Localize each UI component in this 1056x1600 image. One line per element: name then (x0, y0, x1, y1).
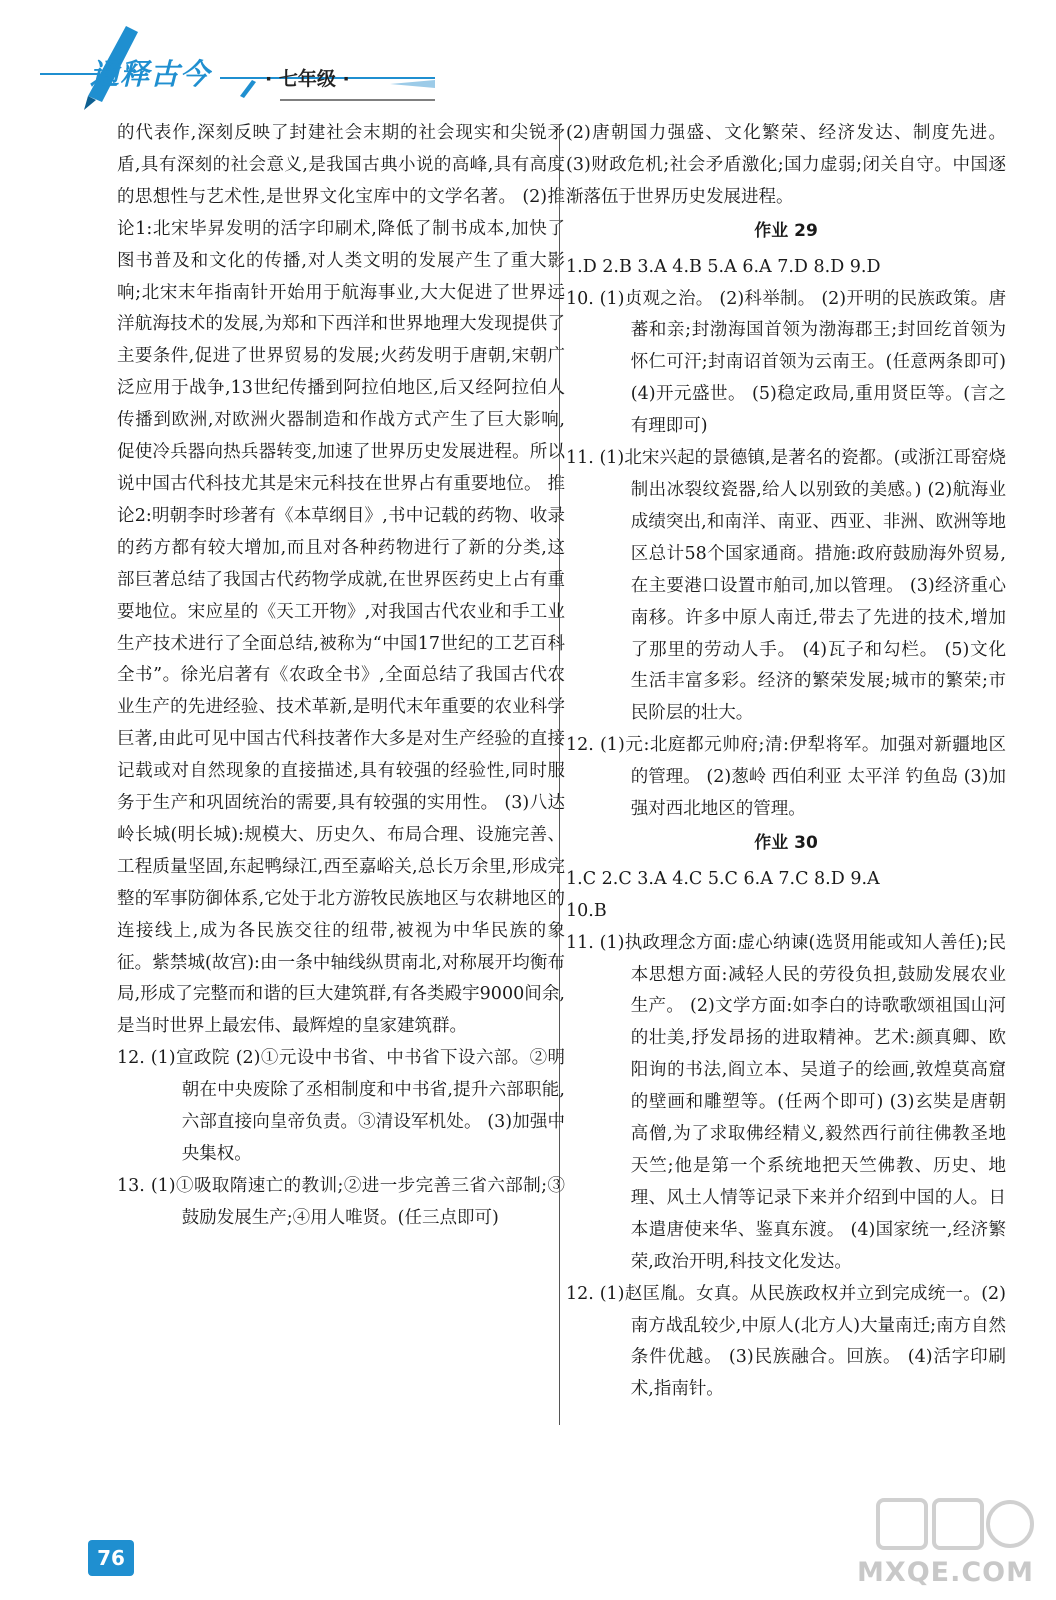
choice-answers: 10.B (566, 900, 607, 921)
grade-label: · 七年级 · (265, 68, 350, 90)
answer-paragraph: 的代表作,深刻反映了封建社会末期的社会现实和尖锐矛盾,具有深刻的社会意义,是我国古典小说的高峰,具有高度的思想性与艺术性,是世界文化宝库中的文学名著。 (2)推论1:北宋毕昇发明的活字印刷术,降低了制书成本,加快了图书普及和文化的传播,对人类文明的发展产生了重大影响;北宋末年指南针开始用于航海事业,大大促进了世界远洋航海技术的发展,为郑和下西洋和世界地理大发现提供了主要条件,促进了世界贸易的发展;火药发明于唐朝,宋朝广泛应用于战争,13世纪传播到阿拉伯地区,后又经阿拉伯人传播到欧洲,对欧洲火器制造和作战方式产生了巨大影响,促使冷兵器向热兵器转变,加速了世界历史发展进程。所以说中国古代科技尤其是宋元科技在世界占有重要地位。 推论2:明朝李时珍著有《本草纲目》,书中记载的药物、收录的药方都有较大增加,而且对各种药物进行了新的分类,这部巨著总结了我国古代药物学成就,在世界医药史上占有重要地位。宋应星的《天工开物》,对我国古代农业和手工业生产技术进行了全面总结,被称为“中国17世纪的工艺百科全书”。徐光启著有《农政全书》,全面总结了我国古代农业生产的先进经验、技术革新,是明代末年重要的农业科学巨著,由此可见中国古代科技著作大多是对生产经验的直接记载或对自然现象的直接描述,具有较强的经验性,同时服务于生产和巩固统治的需要,具有较强的实用性。 (3)八达岭长城(明长城):规模大、历史久、布局合理、设施完善、工程质量坚固,东起鸭绿江,西至嘉峪关,总长万余里,形成完整的军事防御体系,它处于北方游牧民族地区与农耕地区的连接线上,成为各民族交往的纽带,被视为中华民族的象征。紫禁城(故宫):由一条中轴线纵贯南北,对称展开均衡布局,形成了完整而和谐的巨大建筑群,有各类殿宇9000间余,是当时世界上最宏伟、最辉煌的皇家建筑群。 (117, 123, 565, 1037)
answer-item: 12. (1)宣政院 (2)①元设中书省、中书省下设六部。②明朝在中央废除了丞相制度和中书省,提升六部职能,六部直接向皇帝负责。③清设军机处。 (3)加强中央集权。 (117, 1048, 565, 1164)
choice-answers: 1.D 2.B 3.A 4.B 5.A 6.A 7.D 8.D 9.D (566, 256, 881, 277)
left-column (117, 118, 565, 1235)
answer-item: 11. (1)北宋兴起的景德镇,是著名的瓷都。(或浙江哥窑烧制出冰裂纹瓷器,给人以别致的美感。) (2)航海业成绩突出,和南洋、南亚、西亚、非洲、欧洲等地区总计58个国家通商。措施:政府鼓励海外贸易,在主要港口设置市舶司,加以管理。 (3)经济重心南移。许多中原人南迁,带去了先进的技术,增加了那里的劳动人手。 (4)瓦子和勾栏。 (5)文化生活丰富多彩。经济的繁荣发展;城市的繁荣;市民阶层的壮大。 (566, 448, 1006, 724)
answer-item: 13. (1)①吸取隋速亡的教训;②进一步完善三省六部制;③鼓励发展生产;④用人唯贤。(任三点即可) (117, 1175, 565, 1228)
answer-item: 12. (1)元:北庭都元帅府;清:伊犁将军。加强对新疆地区的管理。 (2)葱岭 西伯利亚 太平洋 钓鱼岛 (3)加强对西北地区的管理。 (566, 735, 1006, 820)
watermark-logo (857, 1492, 1038, 1592)
column-divider (559, 125, 560, 1425)
answer-item: 12. (1)赵匡胤。女真。从民族政权并立到完成统一。(2)南方战乱较少,中原人(北方人)大量南迁;南方自然条件优越。 (3)民族融合。回族。 (4)活字印刷术,指南针。 (566, 1283, 1006, 1400)
page-number: 76 (88, 1540, 134, 1576)
answer-item: 11. (1)执政理念方面:虚心纳谏(选贤用能或知人善任);民本思想方面:减轻人民的劳役负担,鼓励发展农业生产。 (2)文学方面:如李白的诗歌歌颂祖国山河的壮美,抒发昂扬的进取精神。艺术:颜真卿、欧阳询的书法,阎立本、吴道子的绘画,敦煌莫高窟的壁画和雕塑等。(任两个即可) (3)玄奘是唐朝高僧,为了求取佛经精义,毅然西行前往佛教圣地天竺;他是第一个系统地把天竺佛教、历史、地理、风土人情等记录下来并介绍到中国的人。日本遣唐使来华、鉴真东渡。 (4)国家统一,经济繁荣,政治开明,科技文化发达。 (566, 932, 1006, 1272)
choice-answers: 1.C 2.C 3.A 4.C 5.C 6.A 7.C 8.D 9.A (566, 868, 880, 889)
answer-item: 10. (1)贞观之治。 (2)科举制。 (2)开明的民族政策。唐蕃和亲;封渤海国首领为渤海郡王;封回纥首领为怀仁可汗;封南诏首领为云南王。(任意两条即可) (4)开元盛世。 (5)稳定政局,重用贤臣等。(言之有理即可) (566, 288, 1006, 437)
watermark-text: MXQE.COM (857, 1557, 1034, 1588)
right-column (566, 118, 1006, 1406)
page-header (40, 18, 460, 118)
section-title: 作业 30 (754, 832, 818, 853)
answer-paragraph: (2)唐朝国力强盛、文化繁荣、经济发达、制度先进。 (3)财政危机;社会矛盾激化;国力虚弱;闭关自守。中国逐渐落伍于世界历史发展进程。 (566, 123, 1006, 207)
section-title: 作业 29 (754, 220, 818, 241)
watermark-icon (868, 1492, 1038, 1562)
brand-title: 通释古今 (90, 57, 211, 91)
